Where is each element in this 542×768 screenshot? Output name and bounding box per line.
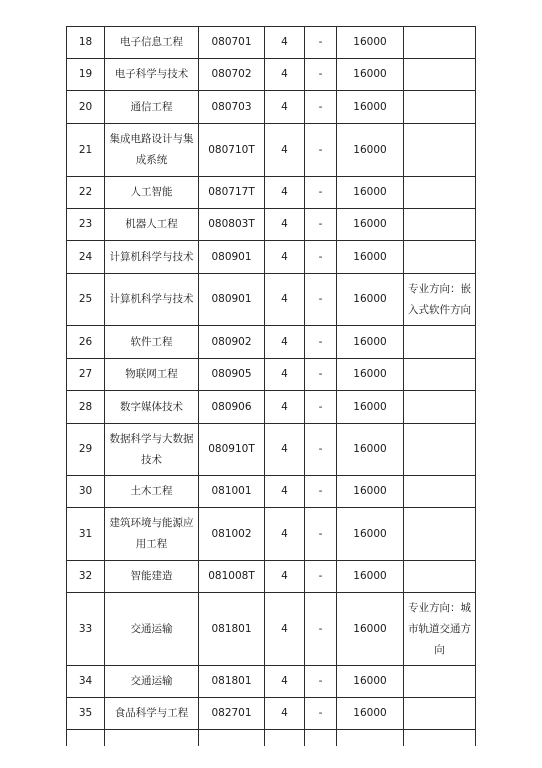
note-cell: [404, 391, 476, 424]
empty-cell: [199, 730, 265, 746]
duration-cell: 4: [265, 177, 305, 209]
row-number-cell: 24: [67, 241, 105, 274]
empty-cell: [337, 730, 404, 746]
major-code-cell: 081002: [199, 508, 265, 561]
note-cell: [404, 326, 476, 359]
row-number-cell: 32: [67, 561, 105, 593]
note-cell: [404, 698, 476, 730]
major-name-cell: 计算机科学与技术: [105, 241, 199, 274]
dash-cell: -: [305, 274, 337, 326]
major-code-cell: 080902: [199, 326, 265, 359]
empty-cell: [404, 730, 476, 746]
tuition-cell: 16000: [337, 476, 404, 508]
duration-cell: 4: [265, 593, 305, 666]
row-number-cell: 28: [67, 391, 105, 424]
table-row: [67, 476, 476, 508]
duration-cell: 4: [265, 698, 305, 730]
major-code-cell: 080906: [199, 391, 265, 424]
tuition-cell: 16000: [337, 391, 404, 424]
duration-cell: 4: [265, 209, 305, 241]
dash-cell: -: [305, 124, 337, 177]
row-number-cell: 21: [67, 124, 105, 177]
dash-cell: -: [305, 209, 337, 241]
duration-cell: 4: [265, 359, 305, 391]
major-code-cell: 080905: [199, 359, 265, 391]
tuition-cell: 16000: [337, 59, 404, 91]
note-cell: 专业方向：城市轨道交通方向: [404, 593, 476, 666]
row-number-cell: 26: [67, 326, 105, 359]
major-name-cell: 人工智能: [105, 177, 199, 209]
dash-cell: -: [305, 476, 337, 508]
table-row: [67, 91, 476, 124]
note-cell: [404, 124, 476, 177]
tuition-cell: 16000: [337, 698, 404, 730]
row-number-cell: 30: [67, 476, 105, 508]
dash-cell: -: [305, 391, 337, 424]
duration-cell: 4: [265, 326, 305, 359]
note-cell: [404, 59, 476, 91]
table-row: [67, 508, 476, 561]
table-row: [67, 59, 476, 91]
note-cell: [404, 508, 476, 561]
major-code-cell: 080803T: [199, 209, 265, 241]
tuition-cell: 16000: [337, 124, 404, 177]
duration-cell: 4: [265, 91, 305, 124]
tuition-cell: 16000: [337, 359, 404, 391]
dash-cell: -: [305, 561, 337, 593]
major-name-cell: 集成电路设计与集成系统: [105, 124, 199, 177]
continued-row: [67, 730, 476, 746]
major-name-cell: 机器人工程: [105, 209, 199, 241]
note-cell: [404, 241, 476, 274]
dash-cell: -: [305, 27, 337, 59]
major-code-cell: 080710T: [199, 124, 265, 177]
major-code-cell: 081801: [199, 593, 265, 666]
duration-cell: 4: [265, 27, 305, 59]
dash-cell: -: [305, 593, 337, 666]
note-cell: [404, 209, 476, 241]
duration-cell: 4: [265, 561, 305, 593]
empty-cell: [67, 730, 105, 746]
dash-cell: -: [305, 508, 337, 561]
table-row: [67, 124, 476, 177]
row-number-cell: 33: [67, 593, 105, 666]
note-cell: [404, 424, 476, 476]
major-code-cell: 081801: [199, 666, 265, 698]
major-code-cell: 080702: [199, 59, 265, 91]
row-number-cell: 35: [67, 698, 105, 730]
row-number-cell: 31: [67, 508, 105, 561]
duration-cell: 4: [265, 59, 305, 91]
major-name-cell: 建筑环境与能源应用工程: [105, 508, 199, 561]
dash-cell: -: [305, 59, 337, 91]
table-row: [67, 326, 476, 359]
dash-cell: -: [305, 424, 337, 476]
major-name-cell: 通信工程: [105, 91, 199, 124]
empty-cell: [265, 730, 305, 746]
table-row: [67, 241, 476, 274]
table-row: [67, 177, 476, 209]
note-cell: [404, 666, 476, 698]
table-row: [67, 27, 476, 59]
tuition-cell: 16000: [337, 27, 404, 59]
table-row: [67, 666, 476, 698]
duration-cell: 4: [265, 476, 305, 508]
tuition-cell: 16000: [337, 326, 404, 359]
table-row: [67, 359, 476, 391]
empty-cell: [105, 730, 199, 746]
major-code-cell: 080717T: [199, 177, 265, 209]
duration-cell: 4: [265, 124, 305, 177]
note-cell: [404, 91, 476, 124]
tuition-cell: 16000: [337, 561, 404, 593]
row-number-cell: 29: [67, 424, 105, 476]
table-row: [67, 424, 476, 476]
major-name-cell: 数据科学与大数据技术: [105, 424, 199, 476]
note-cell: [404, 177, 476, 209]
tuition-cell: 16000: [337, 209, 404, 241]
major-name-cell: 电子科学与技术: [105, 59, 199, 91]
major-code-cell: 080901: [199, 241, 265, 274]
dash-cell: -: [305, 326, 337, 359]
tuition-cell: 16000: [337, 593, 404, 666]
dash-cell: -: [305, 177, 337, 209]
major-code-cell: 082701: [199, 698, 265, 730]
tuition-cell: 16000: [337, 177, 404, 209]
dash-cell: -: [305, 359, 337, 391]
tuition-cell: 16000: [337, 508, 404, 561]
table-row: [67, 698, 476, 730]
tuition-cell: 16000: [337, 91, 404, 124]
row-number-cell: 34: [67, 666, 105, 698]
table-row: [67, 391, 476, 424]
duration-cell: 4: [265, 391, 305, 424]
major-name-cell: 土木工程: [105, 476, 199, 508]
row-number-cell: 23: [67, 209, 105, 241]
duration-cell: 4: [265, 274, 305, 326]
major-name-cell: 智能建造: [105, 561, 199, 593]
dash-cell: -: [305, 666, 337, 698]
major-name-cell: 食品科学与工程: [105, 698, 199, 730]
major-code-cell: 080701: [199, 27, 265, 59]
tuition-cell: 16000: [337, 274, 404, 326]
table-row: [67, 561, 476, 593]
note-cell: [404, 561, 476, 593]
row-number-cell: 25: [67, 274, 105, 326]
duration-cell: 4: [265, 241, 305, 274]
major-name-cell: 交通运输: [105, 666, 199, 698]
row-number-cell: 27: [67, 359, 105, 391]
note-cell: 专业方向：嵌入式软件方向: [404, 274, 476, 326]
note-cell: [404, 359, 476, 391]
major-code-cell: 080703: [199, 91, 265, 124]
major-code-cell: 080901: [199, 274, 265, 326]
row-number-cell: 18: [67, 27, 105, 59]
row-number-cell: 20: [67, 91, 105, 124]
major-name-cell: 交通运输: [105, 593, 199, 666]
table-row: [67, 209, 476, 241]
duration-cell: 4: [265, 508, 305, 561]
dash-cell: -: [305, 91, 337, 124]
tuition-cell: 16000: [337, 666, 404, 698]
major-name-cell: 电子信息工程: [105, 27, 199, 59]
major-code-cell: 081008T: [199, 561, 265, 593]
majors-table: [66, 26, 476, 746]
major-name-cell: 计算机科学与技术: [105, 274, 199, 326]
major-name-cell: 数字媒体技术: [105, 391, 199, 424]
major-code-cell: 080910T: [199, 424, 265, 476]
major-code-cell: 081001: [199, 476, 265, 508]
row-number-cell: 22: [67, 177, 105, 209]
major-name-cell: 物联网工程: [105, 359, 199, 391]
note-cell: [404, 27, 476, 59]
row-number-cell: 19: [67, 59, 105, 91]
duration-cell: 4: [265, 666, 305, 698]
dash-cell: -: [305, 241, 337, 274]
major-name-cell: 软件工程: [105, 326, 199, 359]
duration-cell: 4: [265, 424, 305, 476]
tuition-cell: 16000: [337, 424, 404, 476]
empty-cell: [305, 730, 337, 746]
note-cell: [404, 476, 476, 508]
tuition-cell: 16000: [337, 241, 404, 274]
table-body: [67, 27, 476, 746]
dash-cell: -: [305, 698, 337, 730]
table-row: [67, 274, 476, 326]
table-row: [67, 593, 476, 666]
